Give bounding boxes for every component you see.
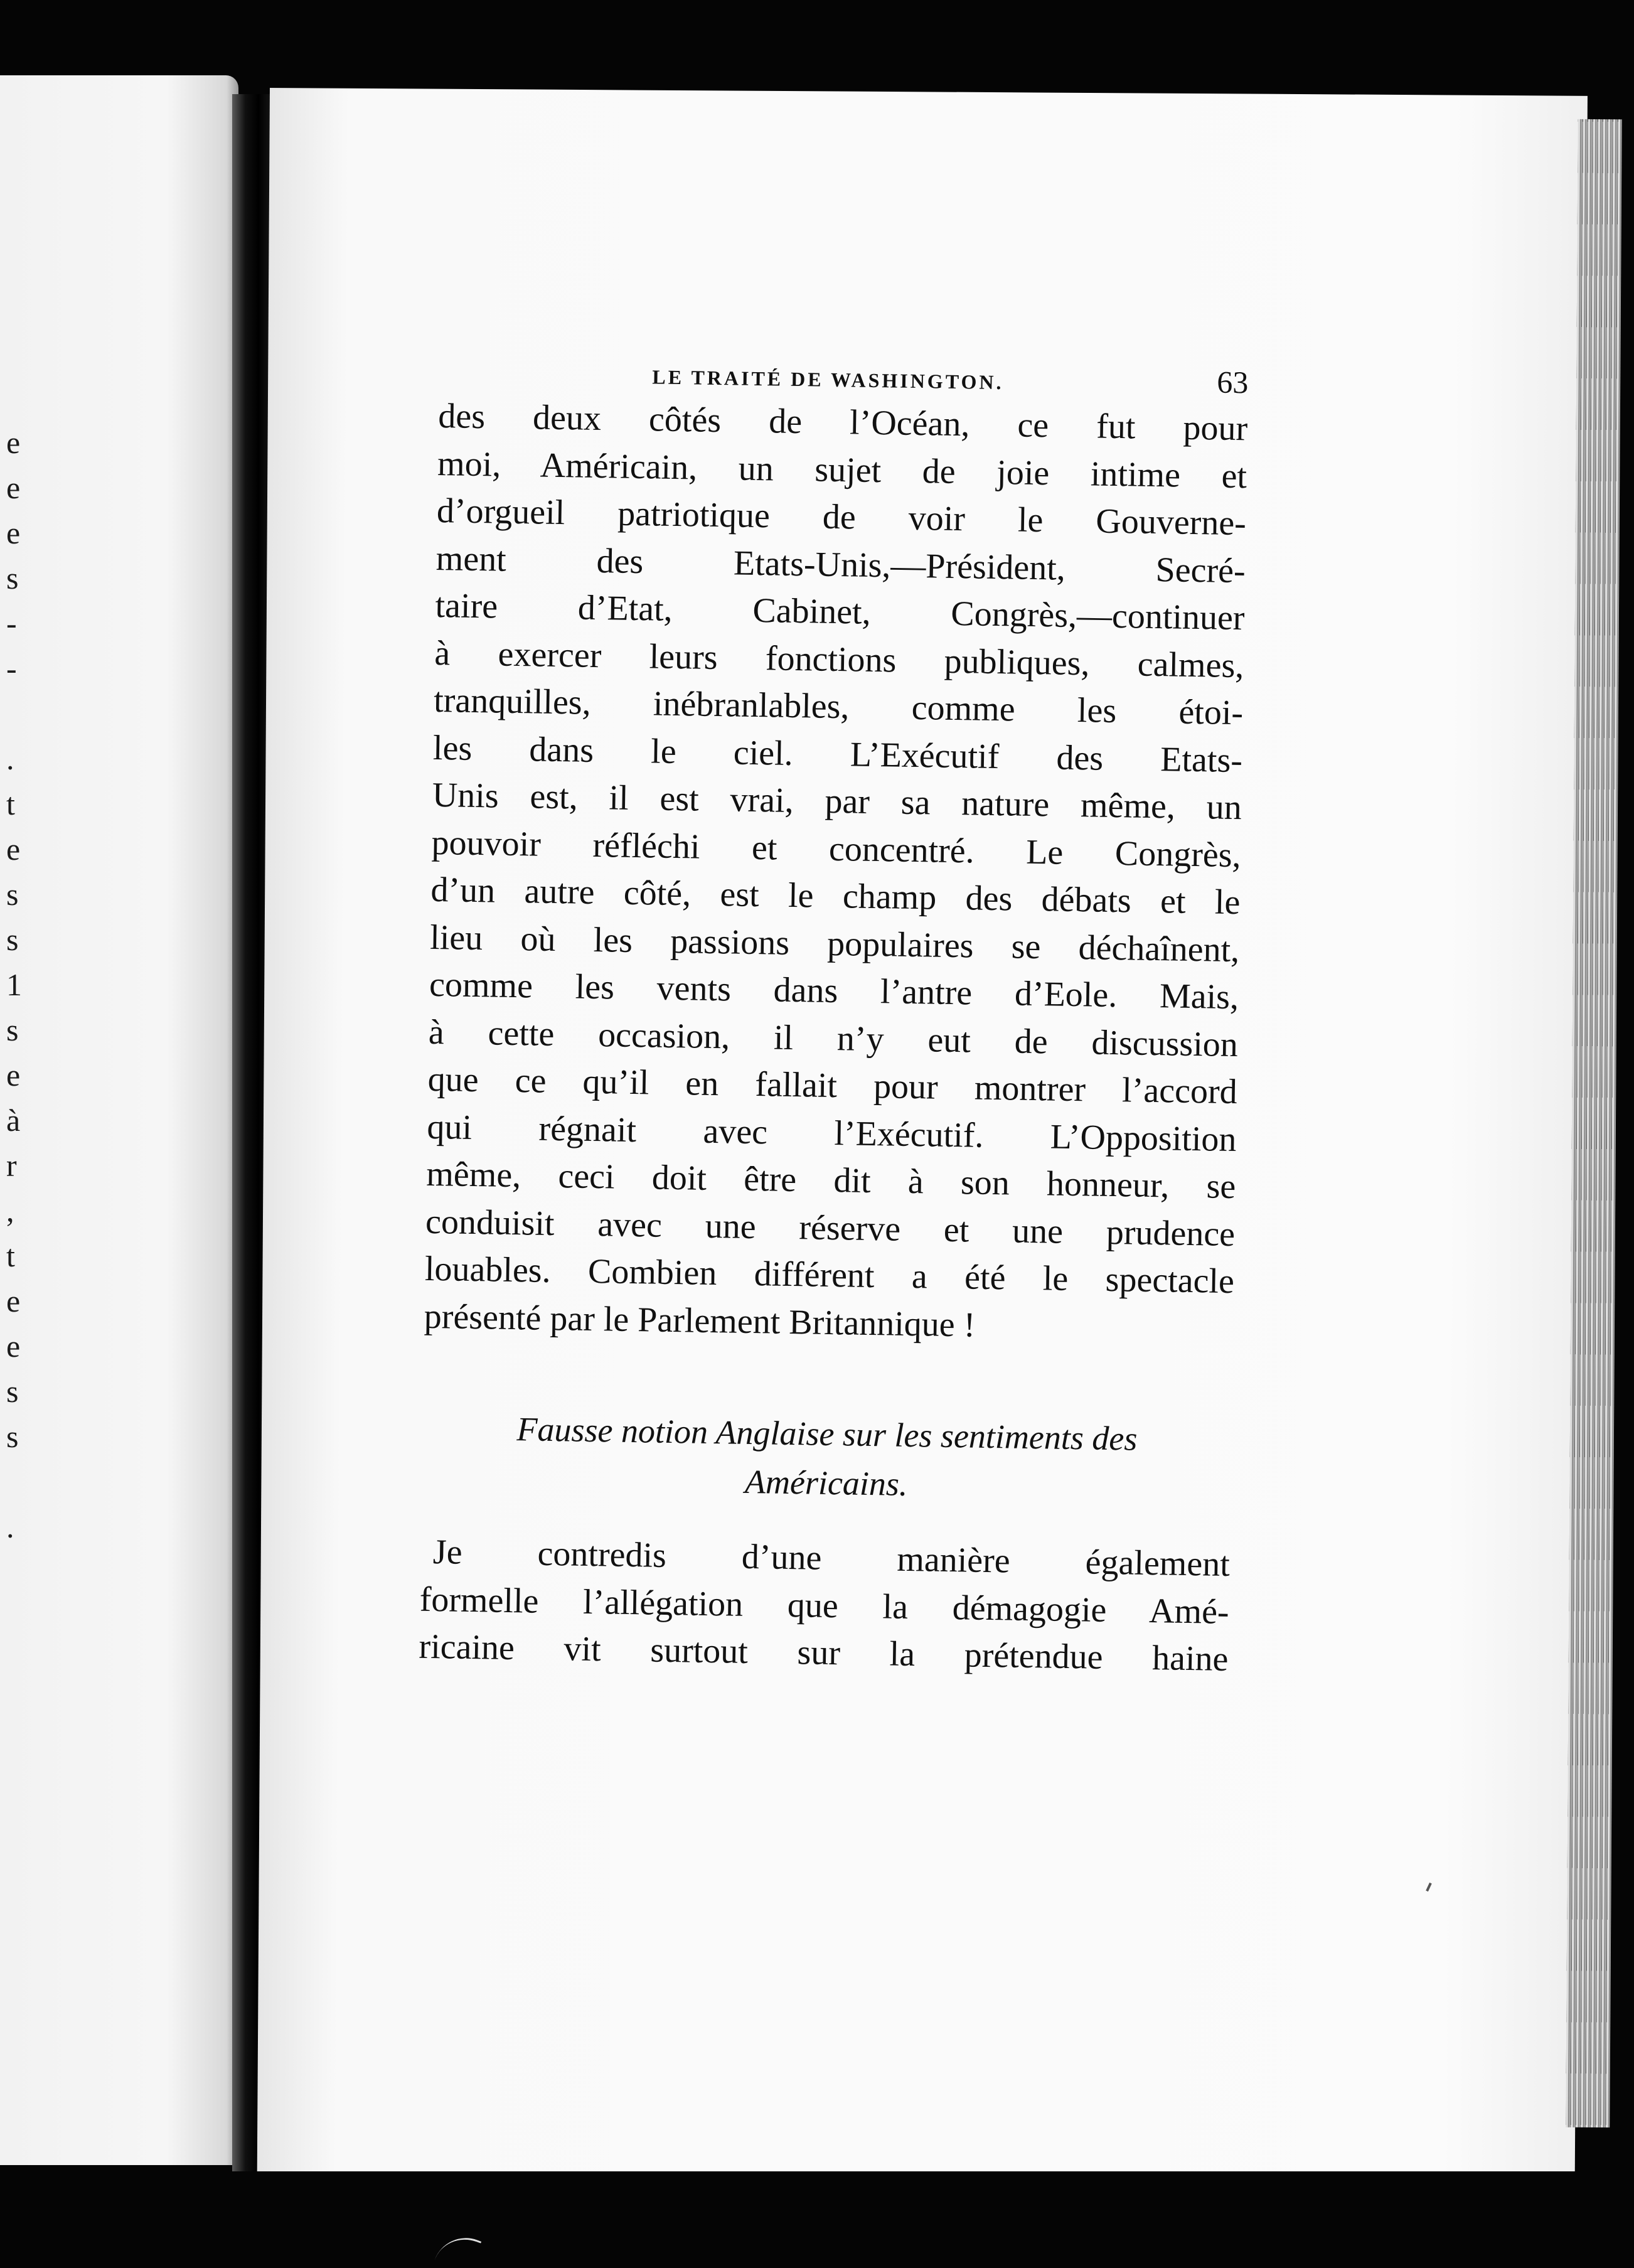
text-line: formelle l’allégation que la démagogie Amé- [419, 1580, 1230, 1632]
subtitle-line: Fausse notion Anglaise sur les sentiments des [516, 1410, 1138, 1458]
text-line: même, ceci doit être dit à son honneur, se [425, 1154, 1236, 1207]
paragraph [424, 393, 1248, 1353]
margin-fragment: s [6, 1419, 19, 1454]
margin-fragment: s [6, 922, 19, 957]
text-line: des deux côtés de l’Océan, ce fut pour [437, 396, 1248, 449]
scan-bottom-edge [0, 2171, 1634, 2268]
margin-fragment: s [6, 1012, 19, 1047]
margin-fragment: r [6, 1148, 17, 1183]
margin-fragment: 1 [6, 967, 22, 1002]
text-line: ment des Etats-Unis,—Président, Secré- [435, 538, 1246, 591]
text-line: que ce qu’il en fallait pour montrer l’accord [427, 1059, 1238, 1112]
text-line: d’orgueil patriotique de voir le Gouverne- [436, 491, 1247, 543]
margin-fragment: e [6, 1057, 21, 1093]
text-line: ricaine vit surtout sur la prétendue haine [419, 1627, 1229, 1679]
margin-fragment: , [6, 1193, 14, 1228]
text-line: tranquilles, inébranlables, comme les étoi- [433, 680, 1244, 733]
running-head-title: LE TRAITÉ DE WASHINGTON. [652, 365, 1004, 394]
margin-fragment: s [6, 560, 19, 596]
text-line: moi, Américain, un sujet de joie intime et [437, 444, 1247, 496]
page-number: 63 [1216, 364, 1249, 400]
margin-fragment: à [6, 1103, 21, 1138]
margin-fragment: t [6, 786, 15, 821]
margin-fragment: . [6, 741, 14, 776]
margin-fragment: t [6, 1238, 15, 1273]
text-line: Je contredis d’une manière également [432, 1533, 1231, 1585]
margin-fragment: e [6, 425, 21, 460]
paragraph [419, 1529, 1230, 1684]
text-line: pouvoir réfléchi et concentré. Le Congrès, [431, 823, 1242, 875]
text-line: les dans le ciel. L’Exécutif des Etats- [432, 728, 1243, 780]
text-line: conduisit avec une réserve et une prudence [425, 1202, 1236, 1254]
text-line: présenté par le Parlement Britannique ! [424, 1297, 976, 1345]
margin-fragment: e [6, 515, 21, 550]
text-line: à cette occasion, il n’y eut de discussion [428, 1012, 1239, 1064]
margin-fragment: s [6, 1374, 19, 1409]
text-line: qui régnait avec l’Exécutif. L’Opposition [427, 1107, 1237, 1159]
margin-fragment: - [6, 606, 17, 641]
margin-fragment: . [6, 1509, 14, 1544]
subtitle-line: Américains. [744, 1462, 908, 1503]
text-line: comme les vents dans l’antre d’Eole. Mais, [429, 965, 1239, 1017]
text-line: lieu où les passions populaires se déchaînent, [429, 917, 1240, 970]
margin-fragment: e [6, 470, 21, 505]
margin-fragment: e [6, 1283, 21, 1319]
text-line: à exercer leurs fonctions publiques, calmes, [434, 633, 1244, 685]
margin-fragment: e [6, 1329, 21, 1364]
margin-fragment: - [6, 651, 17, 686]
margin-fragment: s [6, 877, 19, 912]
section-subtitle [421, 1403, 1232, 1514]
margin-fragment: e [6, 832, 21, 867]
left-facing-page [0, 75, 238, 2165]
text-line: louables. Combien différent a été le spectacle [424, 1249, 1235, 1302]
text-line: Unis est, il est vrai, par sa nature même, un [432, 775, 1242, 828]
text-line: d’un autre côté, est le champ des débats et le [430, 870, 1241, 923]
page-content [419, 351, 1249, 1684]
text-line: taire d’Etat, Cabinet, Congrès,—continuer [435, 586, 1245, 638]
